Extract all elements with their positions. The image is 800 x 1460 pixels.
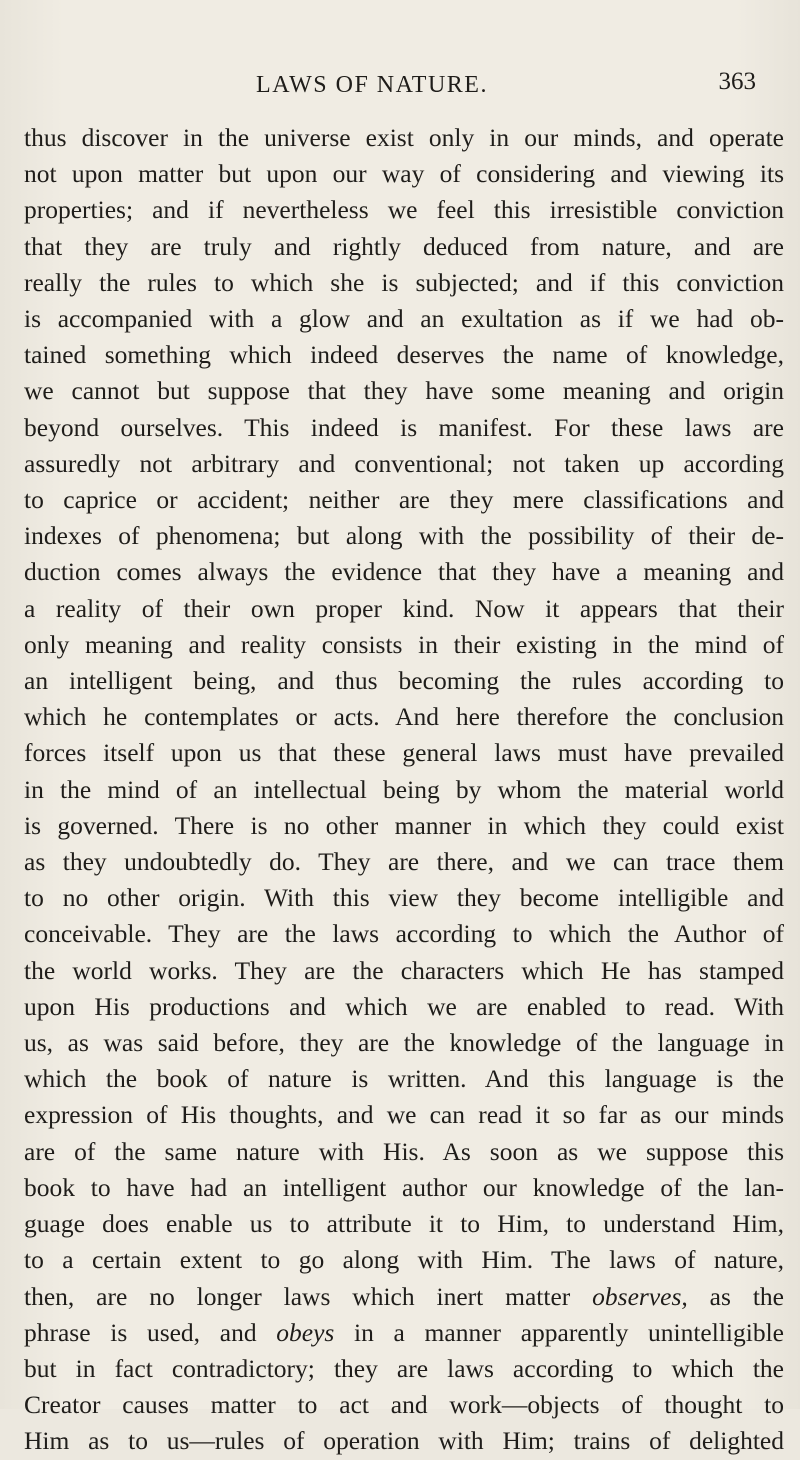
text-line: which he contemplates or acts. And here therefore the conclusion <box>24 702 784 732</box>
text-line: in the mind of an intellectual being by whom the material world <box>24 774 784 804</box>
text-line: only meaning and reality consists in their existing in the mind of <box>24 629 784 659</box>
body-text <box>24 120 784 1460</box>
text-line: we cannot but suppose that they have some meaning and origin <box>24 376 784 406</box>
text-line: book to have had an intelligent author our knowledge of the lan- <box>24 1172 784 1202</box>
text-line: an intelligent being, and thus becoming the rules according to <box>24 666 784 696</box>
text-line: Him as to us—rules of operation with Him; trains of delighted <box>24 1426 784 1456</box>
page-number: 363 <box>718 68 756 95</box>
text-line: to a certain extent to go along with Him. The laws of nature, <box>24 1245 784 1275</box>
text-line: but in fact contradictory; they are laws according to which the <box>24 1353 784 1383</box>
text-line: the world works. They are the characters which He has stamped <box>24 955 784 985</box>
text-line: to no other origin. With this view they become intelligible and <box>24 883 784 913</box>
text-line: properties; and if nevertheless we feel this irresistible conviction <box>24 195 784 225</box>
text-line: are of the same nature with His. As soon as we suppose this <box>24 1136 784 1166</box>
text-line: which the book of nature is written. And this language is the <box>24 1064 784 1094</box>
text-line: is accompanied with a glow and an exultation as if we had ob- <box>24 304 784 334</box>
text-line: not upon matter but upon our way of considering and viewing its <box>24 159 784 189</box>
text-line: conceivable. They are the laws according to which the Author of <box>24 919 784 949</box>
text-line: indexes of phenomena; but along with the possibility of their de- <box>24 521 784 551</box>
italic-word-observes: observes, <box>592 1281 688 1311</box>
running-title: LAWS OF NATURE. <box>256 72 488 98</box>
text-line: assuredly not arbitrary and conventional; not taken up according <box>24 448 784 478</box>
text-line: thus discover in the universe exist only in our minds, and operate <box>24 123 784 152</box>
text-line: forces itself upon us that these general laws must have prevailed <box>24 738 784 768</box>
text-line <box>24 1279 784 1315</box>
text-segment: phrase is used, and <box>24 1317 277 1347</box>
text-line: expression of His thoughts, and we can read it so far as our minds <box>24 1100 784 1130</box>
text-line: upon His productions and which we are enabled to read. With <box>24 991 784 1021</box>
text-line: us, as was said before, they are the knowledge of the language in <box>24 1028 784 1058</box>
text-line: to caprice or accident; neither are they mere classifications and <box>24 485 784 515</box>
italic-word-obeys: obeys <box>276 1317 335 1347</box>
text-line: that they are truly and rightly deduced from nature, and are <box>24 231 784 261</box>
text-line: a reality of their own proper kind. Now it appears that their <box>24 593 784 623</box>
text-line: tained something which indeed deserves the name of knowledge, <box>24 340 784 370</box>
text-line: really the rules to which she is subjected; and if this conviction <box>24 267 784 297</box>
text-line <box>24 1315 784 1351</box>
text-line: beyond ourselves. This indeed is manifest. For these laws are <box>24 412 784 442</box>
text-segment: in a manner apparently unintelligible <box>334 1317 784 1347</box>
text-segment: then, are no longer laws which inert matter <box>24 1281 593 1311</box>
text-line: duction comes always the evidence that they have a meaning and <box>24 557 784 587</box>
text-line: guage does enable us to attribute it to Him, to understand Him, <box>24 1209 784 1239</box>
text-line: is governed. There is no other manner in which they could exist <box>24 810 784 840</box>
page-header <box>0 68 800 112</box>
text-line: as they undoubtedly do. They are there, and we can trace them <box>24 847 784 877</box>
text-segment: as the <box>687 1281 784 1311</box>
text-line: Creator causes matter to act and work—objects of thought to <box>24 1390 784 1420</box>
